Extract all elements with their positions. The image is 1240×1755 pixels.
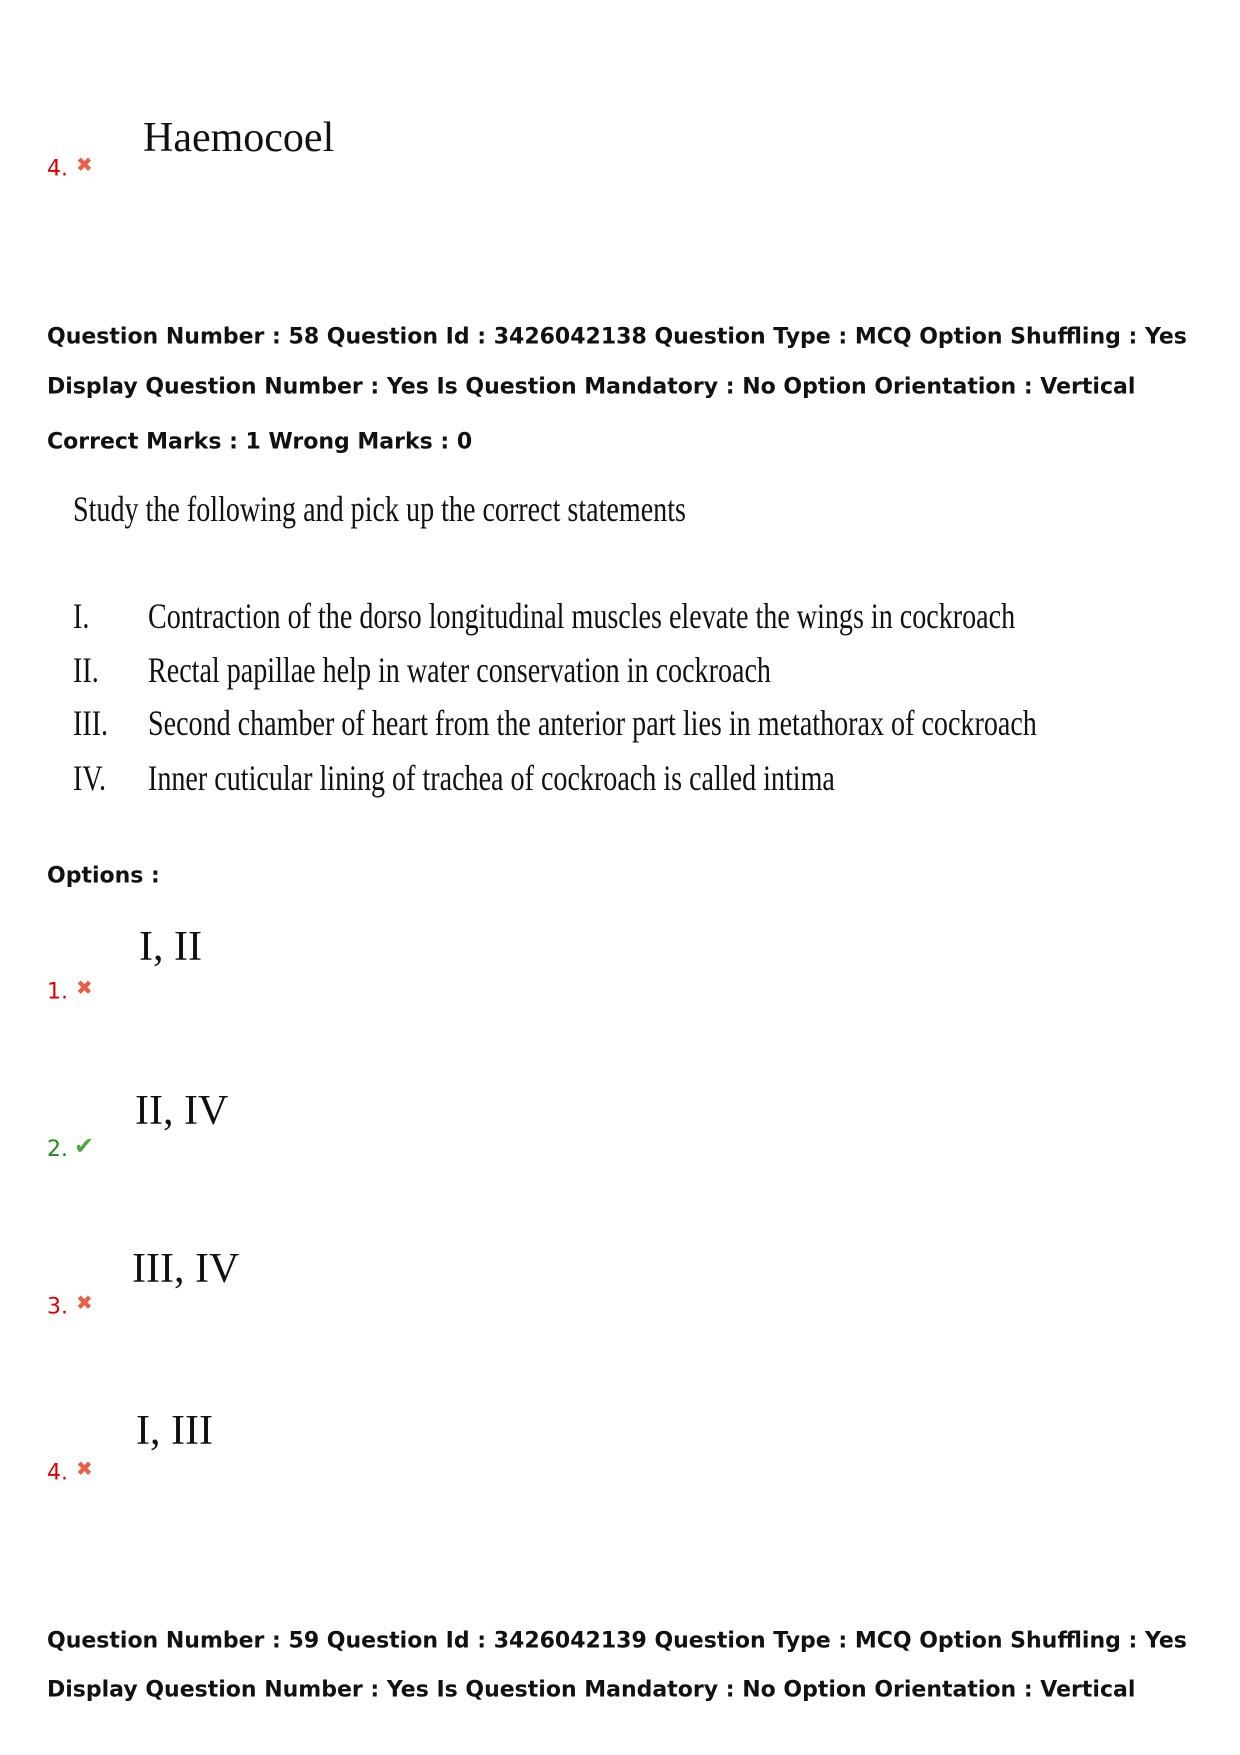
option-text: I, III [136,1408,213,1454]
statement-numeral: III. [73,703,109,743]
prev-option-number [47,153,93,182]
statement-text: Rectal papillae help in water conservation in cockroach [148,650,771,690]
option-4-marker [47,1457,93,1486]
option-text: II, IV [135,1088,229,1134]
option-text: I, II [139,924,202,970]
q58-meta-line3: Correct Marks : 1 Wrong Marks : 0 [47,429,473,455]
option-2-marker [47,1132,94,1162]
prev-option-text: Haemocoel [143,115,335,161]
statement-text: Second chamber of heart from the anterior part lies in metathorax of cockroach [148,703,1037,743]
statement-text: Inner cuticular lining of trachea of cockroach is called intima [148,758,835,798]
q59-meta-line2: Display Question Number : Yes Is Question Mandatory : No Option Orientation : Vertical [47,1677,1136,1703]
option-number-label: 2. [47,1137,68,1162]
q58-meta-line1: Question Number : 58 Question Id : 3426042138 Question Type : MCQ Option Shuffling : Yes [47,324,1187,350]
cross-icon: ✖ [76,1456,93,1481]
cross-icon: ✖ [76,1290,93,1315]
option-number-label: 3. [47,1294,68,1320]
option-text: III, IV [132,1246,240,1292]
checkmark-icon: ✔ [74,1132,95,1160]
statement-text: Contraction of the dorso longitudinal muscles elevate the wings in cockroach [148,596,1016,636]
q58-meta-line2: Display Question Number : Yes Is Question Mandatory : No Option Orientation : Vertical [47,374,1136,400]
options-label: Options : [47,863,160,889]
statement-numeral: IV. [73,758,107,798]
option-3-marker [47,1291,93,1320]
option-number-label: 1. [47,979,68,1005]
statement-numeral: II. [73,650,99,690]
option-number-label: 4. [47,156,68,182]
q58-stem: Study the following and pick up the correct statements [73,489,686,529]
option-number-label: 4. [47,1460,68,1486]
statement-numeral: I. [73,596,90,636]
q59-meta-line1: Question Number : 59 Question Id : 3426042139 Question Type : MCQ Option Shuffling : Yes [47,1628,1187,1654]
cross-icon: ✖ [76,975,93,1000]
option-1-marker [47,976,93,1005]
cross-icon: ✖ [76,152,93,177]
